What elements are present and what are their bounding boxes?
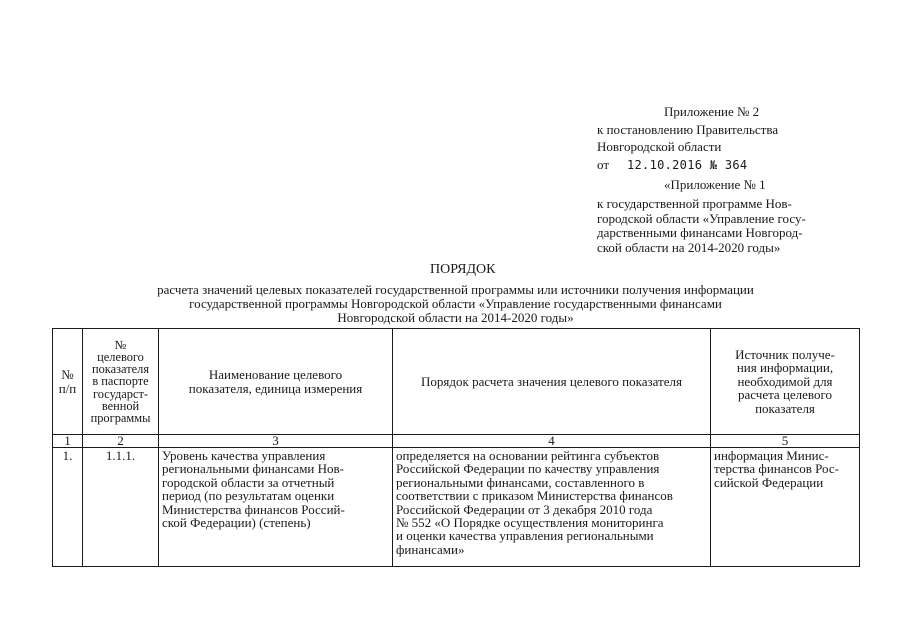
appendix-date-value: 12.10.2016 № 364 (627, 158, 748, 172)
row-number: 1. (53, 448, 83, 567)
header-col-code: № целевого показателя в паспорте государст- венной программы (83, 329, 159, 435)
sub-appendix-text: к государственной программе Нов- городской области «Управление госу- дарственными финансами Новгород- ской области на 2014-2020 годы» (597, 196, 806, 255)
indicator-name: Уровень качества управления региональными финансами Нов- городской области за отчетный период (по результатам оценки Министерства финансов Россий- ской Федерации) (степень) (159, 448, 393, 567)
table-header-row (53, 329, 860, 435)
column-number: 2 (83, 435, 159, 448)
indicator-code: 1.1.1. (83, 448, 159, 567)
header-col-source: Источник получе- ния информации, необходимой для расчета целевого показателя (711, 329, 860, 435)
calculation-method: определяется на основании рейтинга субъектов Российской Федерации по качеству управления региональными финансами, составленного в соответствии с приказом Министерства финансов Российской Федерации от 3 декабря 2010 года № 552 «О Порядке осуществления мониторинга и оценки качества управления региональными финансами» (393, 448, 711, 567)
document-heading: ПОРЯДОК (430, 262, 496, 277)
table-row (53, 448, 860, 567)
indicators-table (52, 328, 860, 567)
sub-appendix-title: «Приложение № 1 (664, 177, 766, 192)
information-source: информация Минис- терства финансов Рос- сийской Федерации (711, 448, 860, 567)
column-number: 4 (393, 435, 711, 448)
header-col-num: № п/п (53, 329, 83, 435)
column-number: 5 (711, 435, 860, 448)
appendix-date-prefix: от (597, 157, 610, 172)
header-col-name: Наименование целевого показателя, единица измерения (159, 329, 393, 435)
column-numbers-row (53, 435, 860, 448)
appendix-line-1: к постановлению Правительства (597, 122, 779, 137)
column-number: 1 (53, 435, 83, 448)
appendix-title: Приложение № 2 (664, 104, 760, 119)
appendix-line-2: Новгородской области (597, 139, 722, 154)
document-subheading: расчета значений целевых показателей государственной программы или источники получения информации государственной программы Новгородской области «Управление государственными финансами Новгородской области на 2014-2020 годы» (157, 282, 754, 325)
header-col-method: Порядок расчета значения целевого показателя (393, 329, 711, 435)
column-number: 3 (159, 435, 393, 448)
